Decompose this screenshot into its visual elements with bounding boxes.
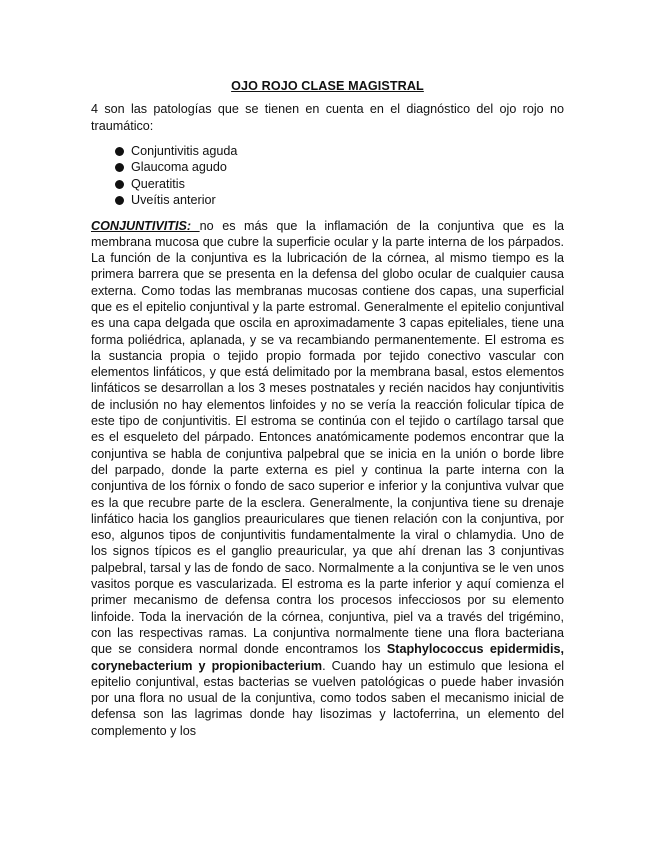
bullet-icon [115, 147, 124, 156]
pathology-label: Conjuntivitis aguda [131, 143, 238, 158]
bullet-icon [115, 196, 124, 205]
list-item [115, 143, 564, 159]
bullet-icon [115, 163, 124, 172]
document-content [91, 78, 564, 739]
bacteria-names: Staphylococcus epidermidis, corynebacterium y propionibacterium [91, 642, 565, 673]
pathology-label: Glaucoma agudo [131, 160, 227, 175]
list-item [115, 192, 564, 208]
pathology-label: Queratitis [131, 176, 185, 191]
pathology-list [91, 143, 564, 209]
document-title: OJO ROJO CLASE MAGISTRAL [231, 79, 424, 93]
paragraph-text-continued: . Cuando hay un estimulo que lesiona el epitelio conjuntival, estas bacterias se vuelven patológicas o puede haber invasión por una flora no usual de la conjuntiva, como todos saben el mecanismo inicial de defensa son las lagrimas donde hay lisozimas y lactoferrina, un elemento del complemento y los [91, 658, 564, 738]
list-item [115, 159, 564, 175]
intro-paragraph: 4 son las patologías que se tienen en cuenta en el diagnóstico del ojo rojo no traumático: [91, 102, 564, 133]
conjuntivitis-paragraph [91, 218, 564, 740]
section-heading: CONJUNTIVITIS: [91, 218, 200, 233]
paragraph-text: no es más que la inflamación de la conjuntiva que es la membrana mucosa que cubre la superficie ocular y la parte interna de los párpados. La función de la conjuntiva es la lubricación de la córnea, al mismo tiempo es la primera barrera que se presenta en la defensa del globo ocular de cualquier causa externa. Como todas las membranas mucosas contiene dos capas, una superficial que es el epitelio conjuntival y la parte estromal. Generalmente el epitelio conjuntival es una capa delgada que oscila en aproximadamente 3 capas epiteliales, tiene una forma poliédrica, aplanada, y se va recambiando permanentemente. El estroma es la sustancia propia o tejido propio formada por tejido conectivo vascular con elementos linfáticos, y que está delimitado por la membrana basal, estos elementos linfáticos se desarrollan a los 3 meses postnatales y recién nacidos hay conjuntivitis de inclusión no hay elementos linfoides y no se vería la reacción folicular típica de este tipo de conjuntivitis. El estroma se continúa con el tejido o cartílago tarsal que es el esqueleto del párpado. Entonces anatómicamente podemos encontrar que la conjuntiva se habla de conjuntiva palpebral que se inicia en la unión o borde libre del parpado, donde la parte externa es piel y continua la parte interna con la conjuntiva de los fórnix o fondo de saco superior e inferior y la conjuntiva vulvar que es la que recubre parte de la esclera. Generalmente, la conjuntiva tiene su drenaje linfático hacia los ganglios preauriculares que tienen relación con la conjuntiva, por eso, algunos tipos de conjuntivitis fundamentalmente la viral o chlamydia. Uno de los signos típicos es el ganglio preauricular, ya que ahí drenan las 3 conjuntivas palpebral, tarsal y las de fondo de saco. Normalmente a la conjuntiva se le ven unos vasitos porque es vascularizada. El estroma es la parte inferior y aquí comienza el primer mecanismo de defensa contra los procesos infecciosos por su elemento linfoide. Toda la inervación de la córnea, conjuntiva, piel va a través del trigémino, con las respectivas ramas. La conjuntiva normalmente tiene una flora bacteriana que se considera normal donde encontramos los [91, 218, 564, 657]
pathology-label: Uveítis anterior [131, 193, 216, 208]
list-item [115, 176, 564, 192]
bullet-icon [115, 180, 124, 189]
